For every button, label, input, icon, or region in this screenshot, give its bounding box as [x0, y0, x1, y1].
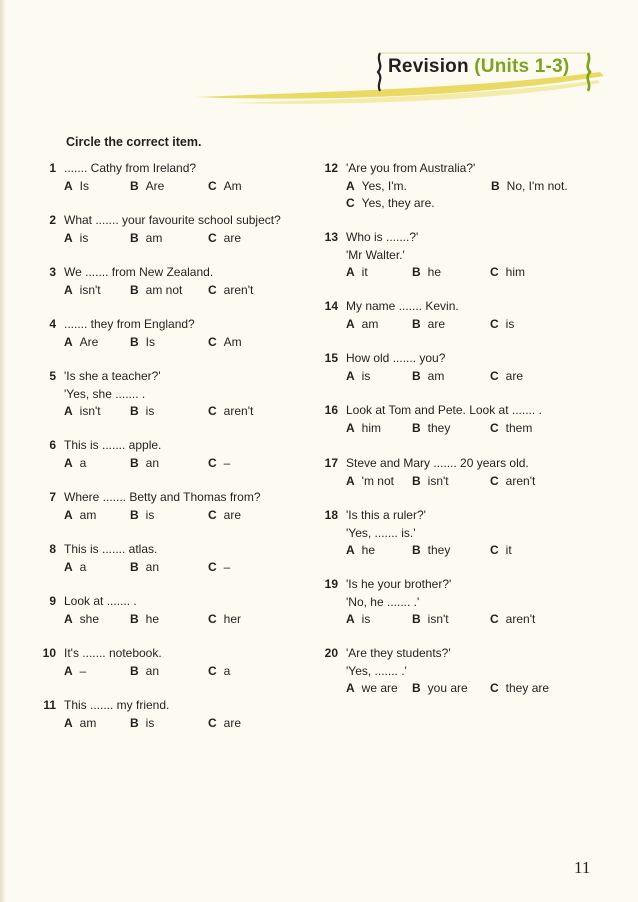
option-text: is — [361, 368, 371, 383]
question-text: This is ....... apple. — [64, 438, 162, 452]
option-letter: A — [64, 178, 73, 193]
option-letter: A — [64, 455, 73, 470]
option-b[interactable] — [412, 542, 450, 560]
question-line — [36, 645, 316, 663]
option-text: her — [223, 611, 242, 626]
option-b[interactable] — [130, 403, 154, 421]
option-letter: C — [490, 420, 499, 435]
option-text: an — [145, 455, 160, 470]
option-text: a — [79, 455, 87, 470]
question-2 — [36, 212, 316, 247]
option-letter: C — [208, 455, 217, 470]
question-5 — [36, 368, 316, 421]
question-text: This ....... my friend. — [64, 698, 170, 712]
option-a[interactable] — [346, 264, 368, 282]
question-number: 20 — [324, 646, 338, 660]
question-text: This is ....... atlas. — [64, 542, 158, 556]
option-letter: A — [346, 473, 355, 488]
option-a[interactable] — [64, 663, 86, 681]
question-text: We ....... from New Zealand. — [64, 265, 214, 279]
option-text: – — [223, 559, 231, 574]
title-units: (Units 1-3) — [474, 56, 570, 77]
option-b[interactable] — [130, 334, 155, 352]
option-text: it — [361, 265, 368, 279]
options-row — [36, 715, 316, 733]
option-letter: B — [412, 681, 421, 695]
option-letter: C — [208, 559, 217, 574]
option-c[interactable] — [208, 403, 253, 421]
page-title — [388, 56, 569, 78]
question-13 — [318, 229, 598, 282]
question-line — [318, 402, 598, 420]
option-text: aren't — [505, 612, 536, 626]
question-number: 7 — [49, 490, 56, 504]
option-c[interactable] — [490, 611, 535, 629]
options-row — [36, 178, 316, 196]
option-text: – — [79, 663, 87, 678]
options-row — [36, 403, 316, 421]
option-text: are — [223, 715, 242, 730]
question-text: 'Yes, ....... .' — [346, 663, 407, 678]
option-letter: A — [64, 404, 73, 418]
option-a[interactable] — [64, 282, 101, 300]
question-number: 17 — [324, 456, 338, 470]
question-text: My name ....... Kevin. — [346, 299, 459, 313]
option-text: aren't — [505, 473, 536, 488]
option-text: is — [145, 715, 155, 730]
question-number: 8 — [49, 542, 56, 556]
option-letter: C — [490, 612, 499, 626]
option-text: isn't — [427, 473, 449, 488]
question-12 — [318, 160, 598, 213]
option-letter: C — [490, 473, 499, 488]
option-c[interactable] — [490, 264, 525, 282]
option-letter: A — [346, 178, 355, 193]
option-a[interactable] — [346, 178, 407, 196]
option-letter: C — [490, 316, 499, 331]
question-line — [36, 316, 316, 334]
question-number: 14 — [324, 299, 338, 313]
instruction-text: Circle the correct item. — [66, 135, 202, 149]
option-letter: A — [346, 681, 355, 695]
option-letter: A — [346, 543, 355, 557]
option-c[interactable] — [208, 455, 230, 473]
options-row — [36, 282, 316, 300]
question-15 — [318, 350, 598, 385]
option-c[interactable] — [208, 507, 241, 525]
question-text: Look at Tom and Pete. Look at ....... . — [346, 403, 542, 417]
option-letter: C — [208, 404, 217, 418]
option-a[interactable] — [346, 316, 378, 334]
option-b[interactable] — [491, 178, 568, 196]
option-text: are — [505, 368, 524, 383]
option-a[interactable] — [64, 403, 101, 421]
options-row — [318, 473, 598, 491]
option-text: are — [223, 507, 242, 522]
option-letter: B — [412, 543, 421, 557]
option-c[interactable] — [490, 542, 512, 560]
question-line — [318, 645, 598, 663]
option-letter: B — [412, 420, 421, 435]
option-text: is — [145, 404, 155, 418]
option-a[interactable] — [346, 473, 394, 491]
question-11 — [36, 697, 316, 732]
option-letter: B — [130, 178, 139, 193]
option-letter: C — [208, 334, 217, 349]
option-letter: A — [64, 230, 73, 245]
option-letter: A — [346, 316, 355, 331]
option-c[interactable] — [208, 559, 230, 577]
option-text: is — [145, 507, 155, 522]
option-c[interactable] — [490, 473, 535, 491]
question-text: 'Is he your brother?' — [346, 577, 452, 591]
option-c[interactable] — [346, 195, 435, 213]
option-letter: A — [346, 265, 355, 279]
options-row — [318, 178, 598, 196]
option-b[interactable] — [130, 715, 154, 733]
option-a[interactable] — [64, 455, 86, 473]
question-number: 19 — [324, 577, 338, 591]
question-14 — [318, 298, 598, 333]
option-text: aren't — [223, 282, 254, 297]
options-row — [36, 455, 316, 473]
option-letter: C — [490, 681, 499, 695]
option-text: an — [145, 663, 160, 678]
option-text: them — [505, 420, 533, 435]
option-letter: B — [412, 265, 421, 279]
question-line — [318, 247, 598, 265]
question-line — [318, 594, 598, 612]
options-row — [318, 195, 598, 213]
question-number: 13 — [324, 230, 338, 244]
question-text: 'Yes, she ....... . — [64, 386, 146, 401]
question-line — [36, 264, 316, 282]
option-text: are — [427, 316, 446, 331]
option-letter: B — [130, 611, 139, 626]
option-b[interactable] — [412, 316, 445, 334]
option-letter: C — [490, 543, 499, 557]
question-number: 3 — [49, 265, 56, 279]
question-line — [318, 229, 598, 247]
option-text: Are — [79, 334, 99, 349]
option-text: an — [145, 559, 160, 574]
option-text: Yes, I'm. — [361, 178, 407, 193]
options-row — [36, 611, 316, 629]
options-row — [318, 368, 598, 386]
option-c[interactable] — [208, 611, 241, 629]
option-text: they are — [505, 681, 550, 695]
question-line — [318, 663, 598, 681]
option-letter: B — [130, 230, 139, 245]
option-letter: B — [412, 368, 421, 383]
option-letter: B — [130, 559, 139, 574]
option-c[interactable] — [208, 282, 253, 300]
option-b[interactable] — [412, 264, 441, 282]
question-number: 4 — [49, 317, 56, 331]
question-text: What ....... your favourite school subject? — [64, 213, 281, 227]
question-10 — [36, 645, 316, 680]
option-letter: B — [412, 612, 421, 626]
option-a[interactable] — [64, 507, 96, 525]
question-4 — [36, 316, 316, 351]
option-a[interactable] — [64, 715, 96, 733]
option-b[interactable] — [130, 455, 159, 473]
option-a[interactable] — [64, 230, 88, 248]
option-letter: C — [208, 507, 217, 522]
option-text: am — [361, 316, 379, 331]
option-text: Is — [145, 334, 156, 349]
option-text: we are — [361, 681, 398, 695]
question-line — [36, 368, 316, 386]
option-text: a — [223, 663, 231, 678]
option-text: are — [223, 230, 242, 245]
option-b[interactable] — [412, 473, 449, 491]
option-a[interactable] — [64, 334, 98, 352]
question-text: Where ....... Betty and Thomas from? — [64, 490, 261, 504]
option-text: him — [361, 420, 382, 435]
question-line — [318, 507, 598, 525]
option-c[interactable] — [208, 715, 241, 733]
question-text: 'No, he ....... .' — [346, 594, 420, 609]
question-number: 12 — [324, 161, 338, 175]
question-line — [36, 212, 316, 230]
option-a[interactable] — [346, 542, 375, 560]
question-16 — [318, 402, 598, 437]
question-8 — [36, 541, 316, 576]
question-line — [36, 541, 316, 559]
option-letter: C — [208, 611, 217, 626]
option-b[interactable] — [130, 282, 182, 300]
options-row — [318, 680, 598, 698]
option-c[interactable] — [490, 680, 549, 698]
option-letter: B — [412, 316, 421, 331]
option-letter: A — [64, 715, 73, 730]
option-letter: B — [130, 334, 139, 349]
question-3 — [36, 264, 316, 299]
question-line — [318, 525, 598, 543]
option-letter: A — [64, 663, 73, 678]
question-19 — [318, 576, 598, 629]
option-text: – — [223, 455, 231, 470]
option-b[interactable] — [412, 368, 444, 386]
question-17 — [318, 455, 598, 490]
option-letter: B — [412, 473, 421, 488]
option-letter: B — [130, 455, 139, 470]
question-line — [318, 160, 598, 178]
option-text: Are — [145, 178, 165, 193]
option-letter: A — [346, 612, 355, 626]
option-text: am — [427, 368, 445, 383]
option-c[interactable] — [490, 420, 532, 438]
option-text: am — [145, 230, 163, 245]
option-text: No, I'm not. — [506, 178, 568, 193]
options-row — [36, 559, 316, 577]
option-a[interactable] — [346, 368, 370, 386]
option-text: he — [427, 265, 442, 279]
option-a[interactable] — [346, 680, 398, 698]
question-text: 'Are they students?' — [346, 646, 451, 660]
option-text: it — [505, 543, 512, 557]
question-number: 18 — [324, 508, 338, 522]
option-c[interactable] — [208, 663, 230, 681]
option-c[interactable] — [490, 316, 514, 334]
question-text: 'Is she a teacher?' — [64, 369, 161, 383]
question-line — [318, 455, 598, 473]
question-line — [36, 593, 316, 611]
option-b[interactable] — [130, 178, 164, 196]
option-text: Am — [223, 334, 242, 349]
option-text: a — [79, 559, 87, 574]
question-line — [318, 576, 598, 594]
question-number: 1 — [49, 161, 56, 175]
option-c[interactable] — [490, 368, 523, 386]
option-letter: C — [208, 282, 217, 297]
option-a[interactable] — [64, 178, 89, 196]
option-letter: B — [130, 507, 139, 522]
question-line — [36, 386, 316, 404]
option-letter: C — [346, 196, 355, 210]
title-prefix: Revision — [388, 56, 475, 77]
option-b[interactable] — [130, 507, 154, 525]
question-18 — [318, 507, 598, 560]
option-b[interactable] — [412, 680, 468, 698]
question-line — [36, 489, 316, 507]
option-letter: A — [64, 282, 73, 297]
page-number: 11 — [574, 858, 591, 877]
question-number: 10 — [42, 646, 56, 660]
question-number: 15 — [324, 351, 338, 365]
question-text: How old ....... you? — [346, 351, 446, 365]
options-row — [318, 611, 598, 629]
options-row — [318, 420, 598, 438]
option-text: is — [79, 230, 89, 245]
question-text: Look at ....... . — [64, 594, 137, 608]
option-text: isn't — [79, 404, 101, 418]
option-a[interactable] — [64, 559, 86, 577]
question-20 — [318, 645, 598, 698]
question-text: Steve and Mary ....... 20 years old. — [346, 456, 529, 470]
option-b[interactable] — [130, 559, 159, 577]
option-b[interactable] — [412, 611, 449, 629]
option-text: you are — [427, 681, 468, 695]
question-number: 5 — [49, 369, 56, 383]
options-row — [318, 542, 598, 560]
section-header — [372, 51, 596, 93]
options-row — [318, 316, 598, 334]
option-text: isn't — [427, 612, 449, 626]
question-text: ....... Cathy from Ireland? — [64, 161, 197, 175]
option-letter: B — [130, 282, 139, 297]
options-row — [318, 264, 598, 282]
option-text: am — [79, 715, 97, 730]
question-line — [36, 697, 316, 715]
question-text: 'Yes, ....... is.' — [346, 525, 416, 540]
option-a[interactable] — [64, 611, 99, 629]
question-number: 16 — [324, 403, 338, 417]
option-text: am not — [145, 282, 183, 297]
question-number: 2 — [49, 213, 56, 227]
options-row — [36, 507, 316, 525]
option-c[interactable] — [208, 178, 242, 196]
options-row — [36, 230, 316, 248]
option-letter: A — [346, 420, 355, 435]
question-6 — [36, 437, 316, 472]
option-text: am — [79, 507, 97, 522]
option-letter: A — [64, 611, 73, 626]
question-1 — [36, 160, 316, 195]
option-letter: A — [64, 559, 73, 574]
option-letter: A — [64, 334, 73, 349]
option-text: is — [361, 612, 371, 626]
option-letter: C — [208, 178, 217, 193]
option-a[interactable] — [346, 611, 370, 629]
option-b[interactable] — [130, 663, 159, 681]
options-row — [36, 663, 316, 681]
question-line — [36, 160, 316, 178]
option-letter: C — [208, 715, 217, 730]
options-row — [36, 334, 316, 352]
option-b[interactable] — [130, 230, 162, 248]
option-text: Yes, they are. — [361, 196, 435, 210]
option-text: aren't — [223, 404, 254, 418]
option-text: he — [361, 543, 376, 557]
option-letter: C — [490, 265, 499, 279]
option-text: she — [79, 611, 100, 626]
question-9 — [36, 593, 316, 628]
question-text: It's ....... notebook. — [64, 646, 162, 660]
option-c[interactable] — [208, 334, 242, 352]
option-b[interactable] — [130, 611, 159, 629]
question-line — [318, 298, 598, 316]
option-letter: C — [490, 368, 499, 383]
option-text: they — [427, 420, 451, 435]
option-letter: C — [208, 230, 217, 245]
option-text: him — [505, 265, 526, 279]
option-text: 'm not — [361, 473, 394, 488]
option-letter: C — [208, 663, 217, 678]
option-letter: A — [64, 507, 73, 522]
question-line — [36, 437, 316, 455]
question-number: 6 — [49, 438, 56, 452]
option-text: Is — [79, 178, 90, 193]
question-text: Who is .......?' — [346, 230, 419, 244]
option-text: Am — [223, 178, 242, 193]
question-number: 11 — [43, 698, 56, 712]
option-text: he — [145, 611, 160, 626]
option-text: they — [427, 543, 451, 557]
option-letter: A — [346, 368, 355, 383]
option-letter: B — [130, 663, 139, 678]
option-a[interactable] — [346, 420, 381, 438]
option-b[interactable] — [412, 420, 450, 438]
option-text: is — [505, 316, 515, 331]
option-c[interactable] — [208, 230, 241, 248]
option-text: isn't — [79, 282, 101, 297]
question-7 — [36, 489, 316, 524]
question-number: 9 — [49, 594, 56, 608]
option-letter: B — [491, 178, 500, 193]
question-text: 'Are you from Australia?' — [346, 161, 476, 175]
question-line — [318, 350, 598, 368]
question-text: 'Mr Walter.' — [346, 247, 405, 262]
question-text: 'Is this a ruler?' — [346, 508, 426, 522]
option-letter: B — [130, 715, 139, 730]
question-text: ....... they from England? — [64, 317, 195, 331]
option-letter: B — [130, 404, 139, 418]
